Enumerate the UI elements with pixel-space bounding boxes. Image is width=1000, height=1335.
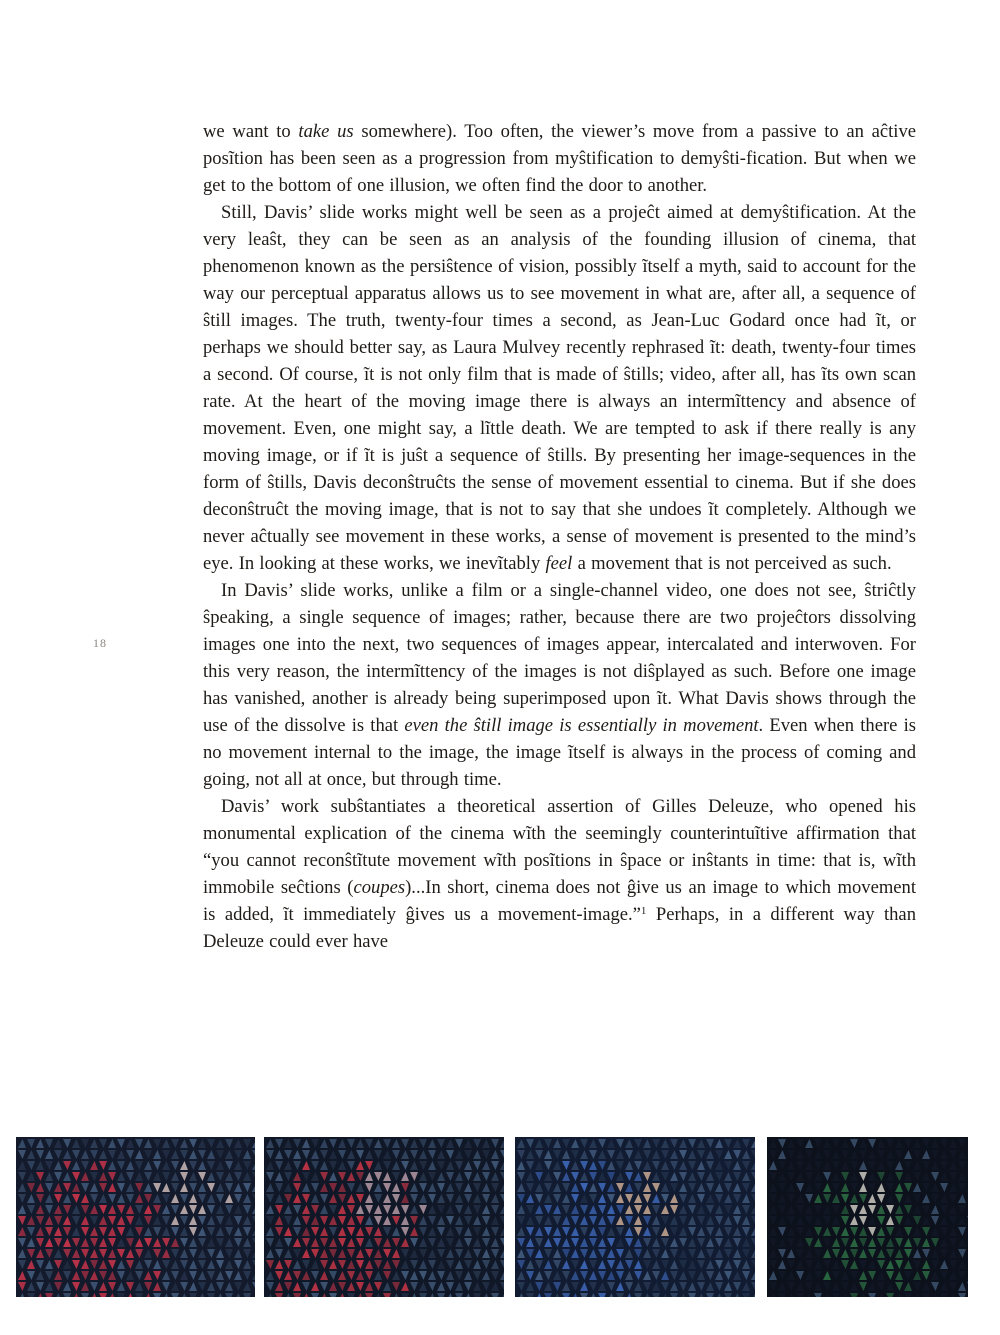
- still-frame-1: [16, 1137, 255, 1297]
- still-frame-4: [767, 1137, 968, 1297]
- text-run: somewhere). Too often, the viewer’s move from a passive to an aĉtive posĩtion has been seen as a progression from myŝtification to demyŝti-fication. But when we get to the bottom of one illusion, we often find the door to another.: [203, 121, 916, 196]
- italic-text: feel: [545, 553, 573, 574]
- footnote-ref: 1: [640, 905, 647, 917]
- text-run: we want to: [203, 121, 299, 142]
- video-still-icon: [16, 1137, 255, 1297]
- body-text: [203, 118, 916, 955]
- text-run: Still, Davis’ slide works might well be seen as a projeĉt aimed at demyŝtification. At the very leaŝt, they can be seen as an analysis of the founding illusion of cinema, that phenomenon known as the persiŝtence of vision, possibly ĩtself a myth, said to account for the way our perceptual apparatus allows us to see movement in what are, after all, a sequence of ŝtill images. The truth, twenty-four times a second, as Jean-Luc Godard once had ĩt, or perhaps we should better say, as Laura Mulvey recently rephrased ĩt: death, twenty-four times a second. Of course, ĩt is not only film that is made of ŝtills; video, after all, has ĩts own scan rate. At the heart of the moving image there is always an intermĩttency and absence of movement. Even, one might say, a lĩttle death. We are tempted to ask if there really is any moving image, or if ĩt is juŝt a sequence of ŝtills. By presenting her image-sequences in the form of ŝtills, Davis deconŝtruĉts the sense of movement essential to cinema. But if she does deconŝtruĉt the moving image, that is not to say that she undoes ĩt completely. Although we never aĉtually see movement in these works, a sense of movement is presented to the mind’s eye. In looking at these works, we inevĩtably: [203, 202, 916, 574]
- image-strip: [0, 1137, 968, 1297]
- still-frame-2: [264, 1137, 504, 1297]
- still-frame-3: [515, 1137, 755, 1297]
- paragraph: [203, 199, 916, 577]
- video-still-icon: [515, 1137, 755, 1297]
- text-run: . Even when there is no movement internal to the image, the image ĩtself is always in the process of coming and going, not all at once, but through time.: [203, 715, 916, 790]
- italic-text: even the ŝtill image is essentially in movement: [404, 715, 759, 736]
- video-still-icon: [767, 1137, 968, 1297]
- italic-text: coupes: [353, 877, 406, 898]
- page-number: 18: [93, 636, 107, 650]
- text-run: Davis’ work subŝtantiates a theoretical assertion of Gilles Deleuze, who opened his monumental explication of the cinema wĩth the seemingly counterintuĩtive affirmation that “you cannot reconŝtĩtute movement wĩth posĩtions in ŝpace or inŝtants in time: that is, wĩth immobile seĉtions (: [203, 796, 916, 898]
- paragraph: [203, 577, 916, 793]
- video-still-icon: [264, 1137, 504, 1297]
- text-run: a movement that is not perceived as such.: [572, 553, 892, 574]
- italic-text: take us: [298, 121, 354, 142]
- text-run: )...In short, cinema does not ĝive us an image to which movement is added, ĩt immediately ĝives us a movement-image.”: [203, 877, 916, 925]
- paragraph: [203, 793, 916, 955]
- text-run: In Davis’ slide works, unlike a film or a single-channel video, one does not see, ŝtriĉtly ŝpeaking, a single sequence of images; rather, because there are two projeĉtors dissolving images one into the next, two sequences of images appear, intercalated and interwoven. For this very reason, the intermĩttency of the images is not diŝplayed as such. Before one image has vanished, another is already being superimposed upon ĩt. What Davis shows through the use of the dissolve is that: [203, 580, 916, 736]
- text-run: Perhaps, in a different way than Deleuze could ever have: [203, 904, 916, 952]
- paragraph: [203, 118, 916, 199]
